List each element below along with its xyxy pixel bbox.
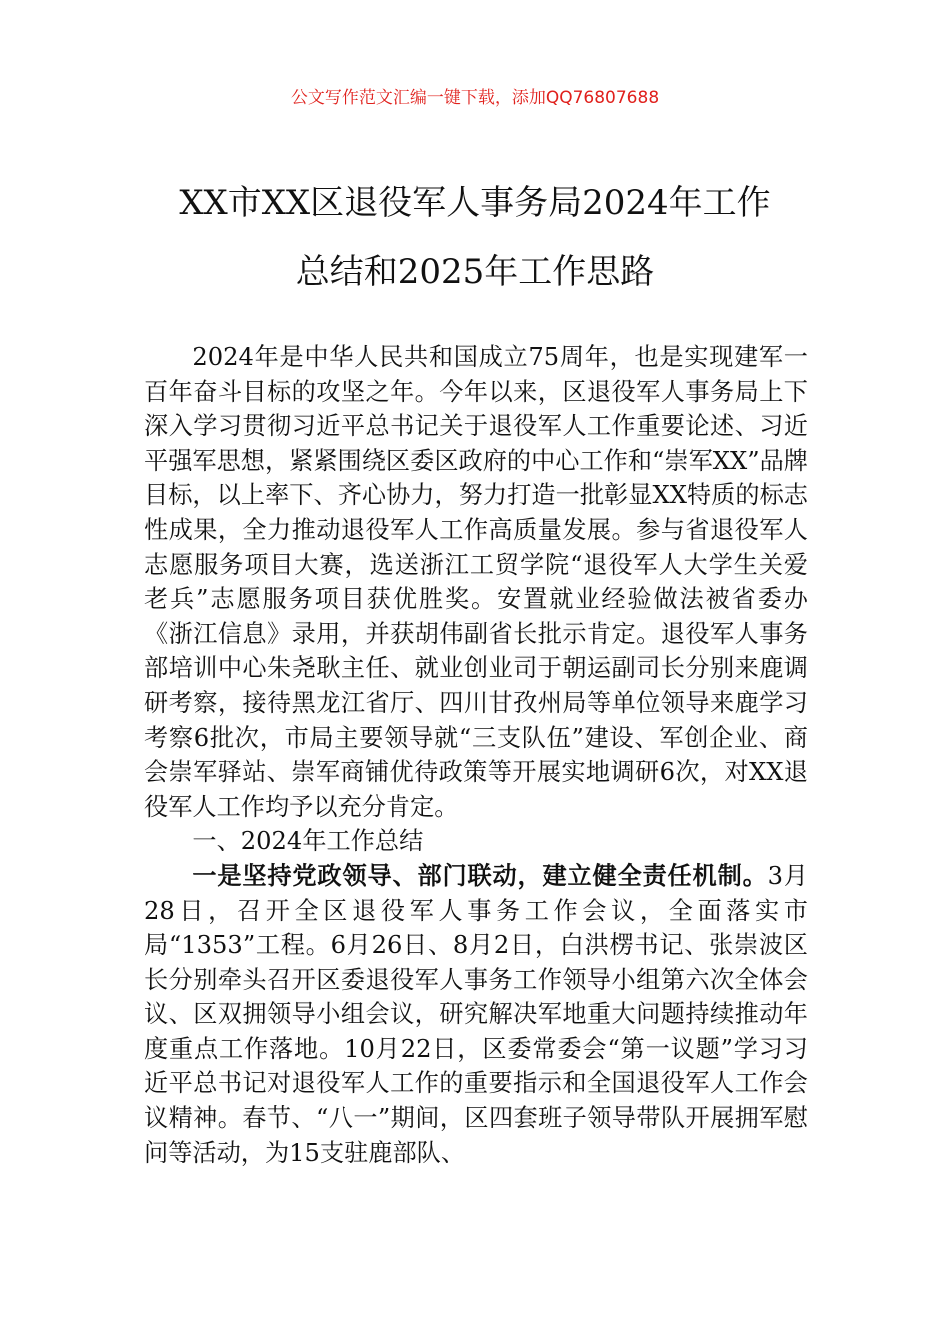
document-title-line-2: 总结和2025年工作思路 xyxy=(295,252,655,292)
section-heading: 一、2024年工作总结 xyxy=(192,827,424,856)
point-heading-bold: 一是坚持党政领导、部门联动，建立健全责任机制。 xyxy=(192,861,768,890)
document-title-line-1: XX市XX区退役军人事务局2024年工作 xyxy=(179,183,771,223)
promo-header-text: 公文写作范文汇编一键下载，添加QQ76807688 xyxy=(290,88,660,108)
point-paragraph xyxy=(144,859,808,1170)
document-body xyxy=(144,340,808,1170)
intro-paragraph: 2024年是中华人民共和国成立75周年，也是实现建军一百年奋斗目标的攻坚之年。今年以来，区退役军人事务局上下深入学习贯彻习近平总书记关于退役军人工作重要论述、习近平强军思想，紧紧围绕区委区政府的中心工作和“崇军XX”品牌目标，以上率下、齐心协力，努力打造一批彰显XX特质的标志性成果，全力推动退役军人工作高质量发展。参与省退役军人志愿服务项目大赛，选送浙江工贸学院“退役军人大学生关爱老兵”志愿服务项目获优胜奖。安置就业经验做法被省委办《浙江信息》录用，并获胡伟副省长批示肯定。退役军人事务部培训中心朱尧耿主任、就业创业司于朝运副司长分别来鹿调研考察，接待黑龙江省厅、四川甘孜州局等单位领导来鹿学习考察6批次，市局主要领导就“三支队伍”建设、军创企业、商会崇军驿站、崇军商铺优待政策等开展实地调研6次，对XX退役军人工作均予以充分肯定。 xyxy=(144,343,808,821)
point-text: 3月28日，召开全区退役军人事务工作会议，全面落实市局“1353”工程。6月26日、8月2日，白洪楞书记、张崇波区长分别牵头召开区委退役军人事务工作领导小组第六次全体会议、区双拥领导小组会议，研究解决军地重大问题持续推动年度重点工作落地。10月22日，区委常委会“第一议题”学习习近平总书记对退役军人工作的重要指示和全国退役军人工作会议精神。春节、“八一”期间，区四套班子领导带队开展拥军慰问等活动，为15支驻鹿部队、 xyxy=(144,861,808,1167)
